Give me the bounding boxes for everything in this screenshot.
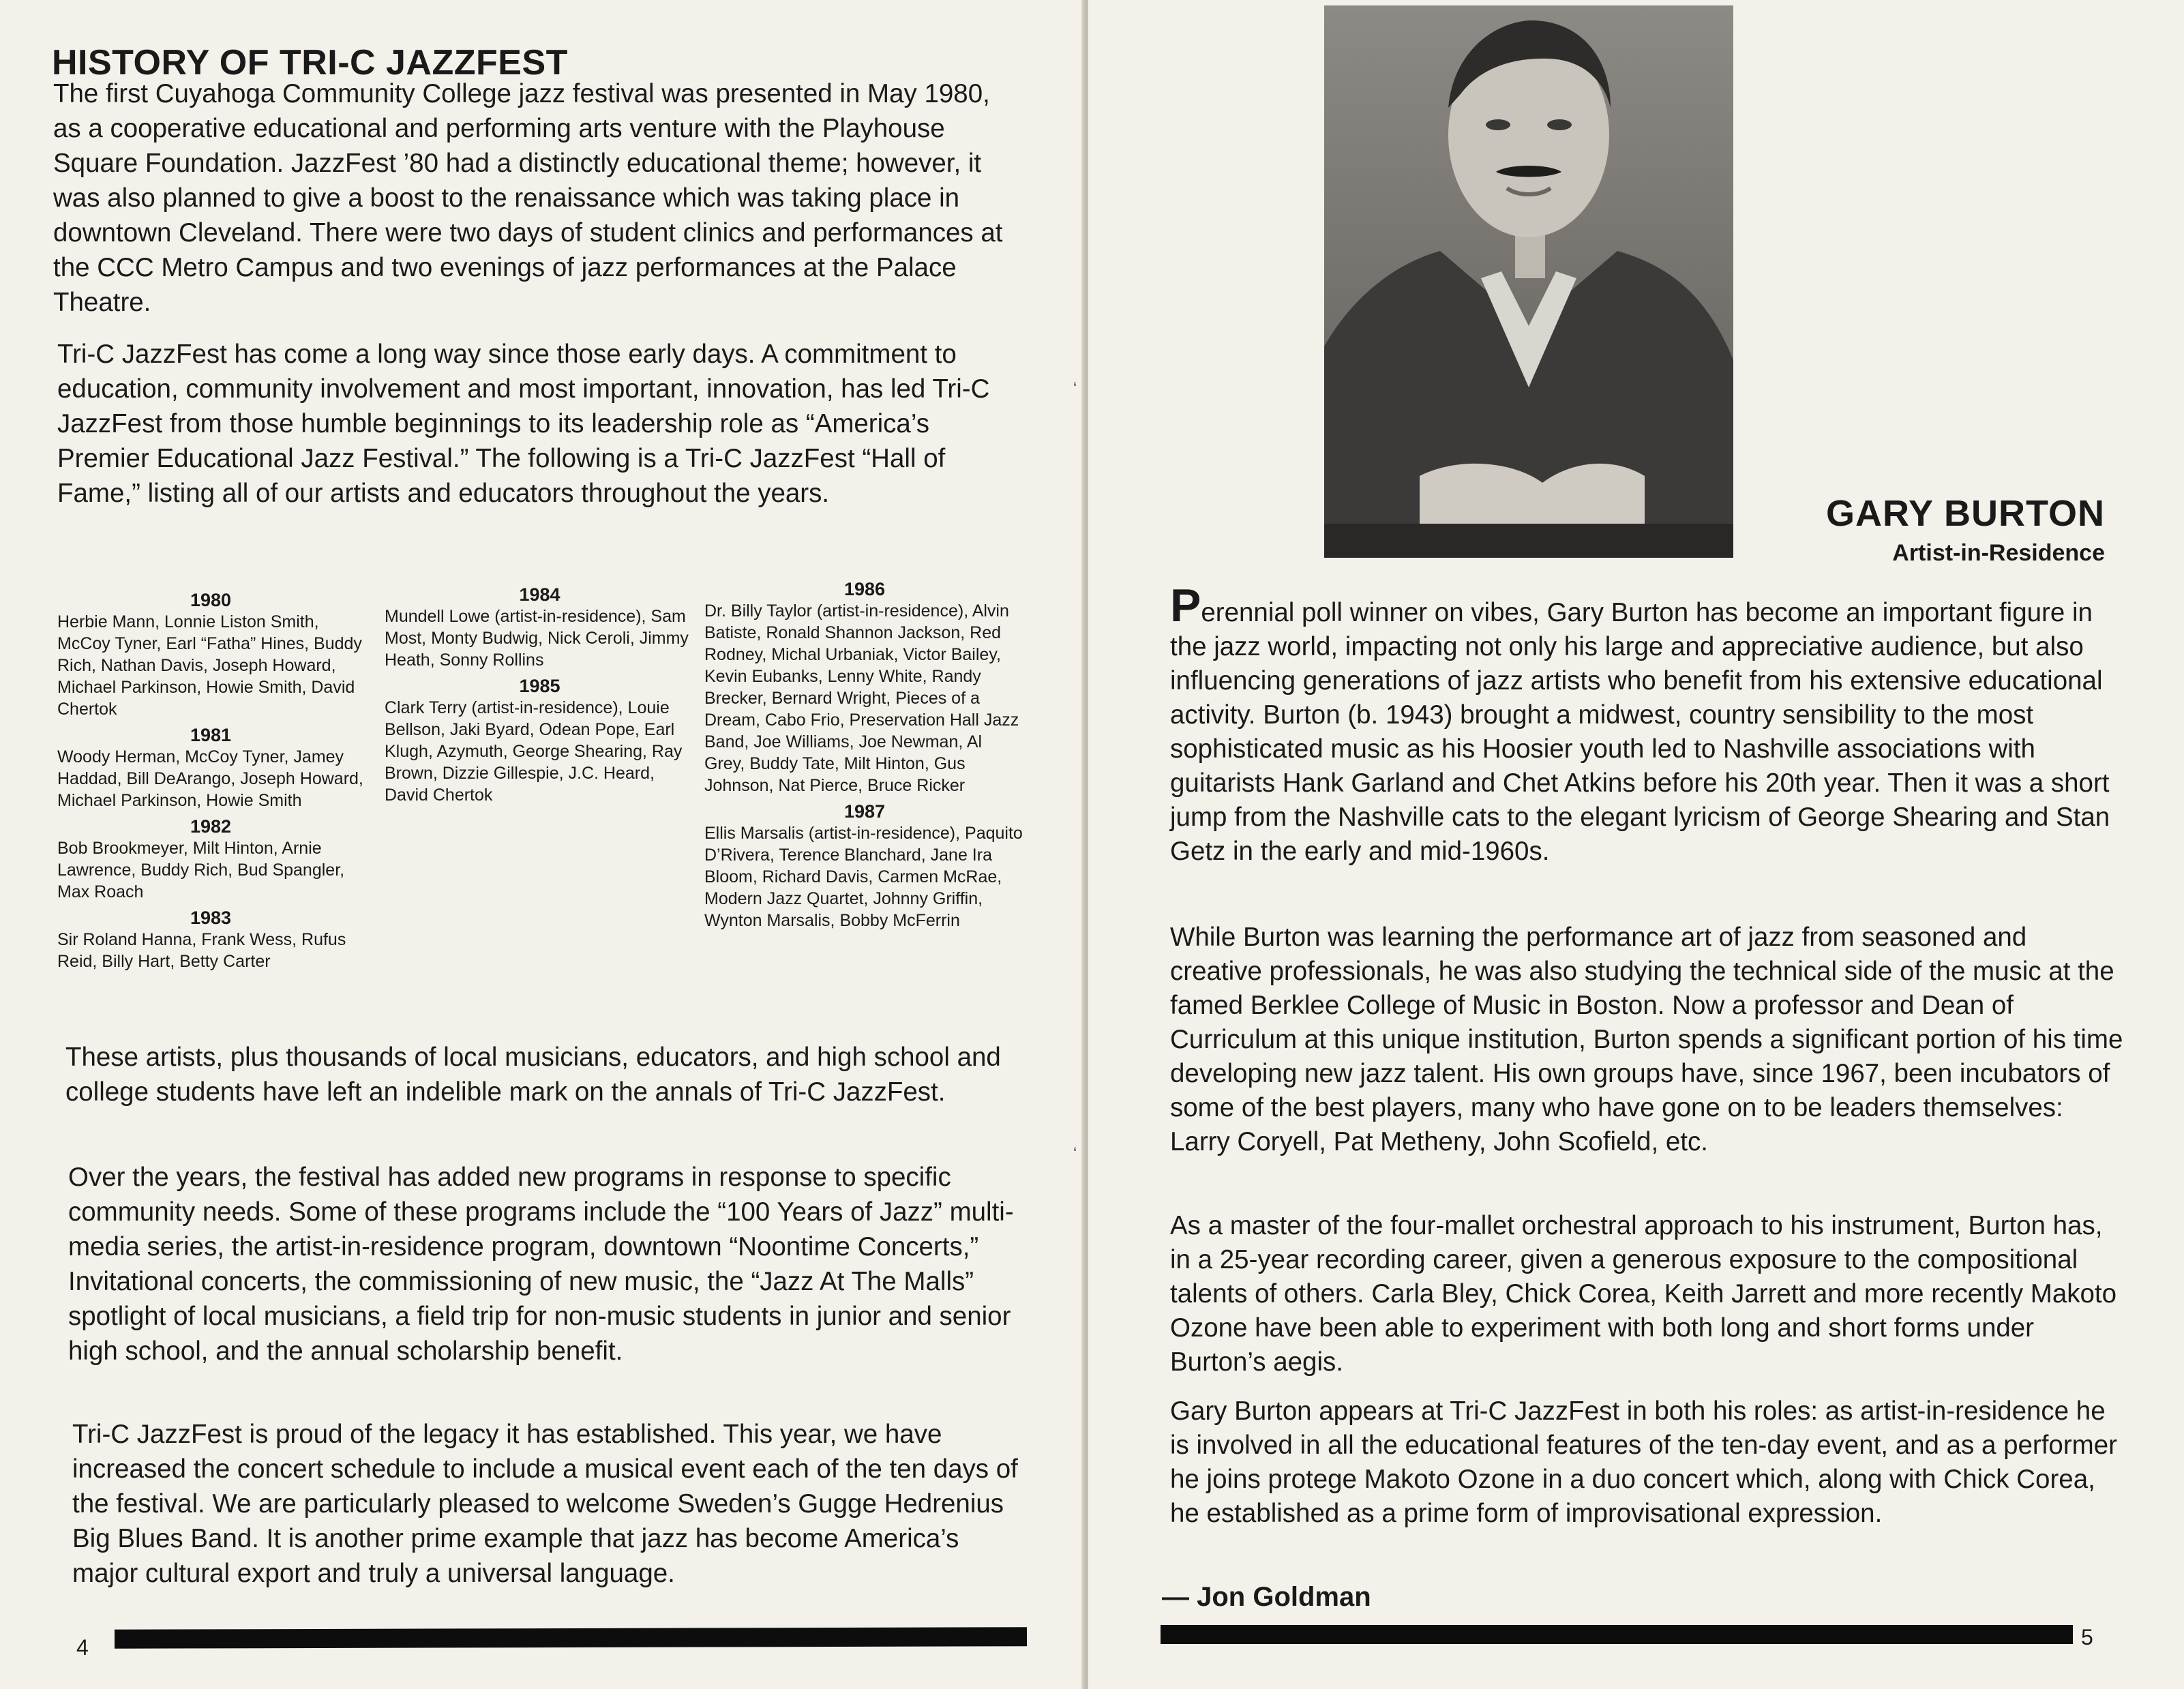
- hall-of-fame-column-3: [704, 574, 1025, 931]
- bio-paragraph-2: While Burton was learning the performance art of jazz from seasoned and creative professionals, he was also studying the technical side of the music at the famed Berklee College of Music in Boston. Now a professor and Dean of Curriculum at this unique institution, Burton spends a significant portion of his time developing new jazz talent. His own groups have, since 1967, been incubators of some of the best players, many who have gone on to be leaders themselves: Larry Coryell, Pat Metheny, John Scofield, etc.: [1170, 923, 2123, 1156]
- hof-names-1987: Ellis Marsalis (artist-in-residence), Paquito D’Rivera, Terence Blanchard, Jane Ira Bloom, Richard Davis, Carmen McRae, Modern Jazz Quartet, Johnny Griffin, Wynton Marsalis, Bobby McFerrin: [704, 824, 1023, 930]
- hof-year-1986: 1986: [843, 579, 886, 599]
- hof-year-1984: 1984: [519, 584, 560, 605]
- left-page: [0, 0, 1084, 1689]
- footer-rule-left: [115, 1627, 1027, 1649]
- hof-names-1984: Mundell Lowe (artist-in-residence), Sam Most, Monty Budwig, Nick Ceroli, Jimmy Heath, Sonny Rollins: [385, 607, 689, 670]
- history-programs-paragraph: Over the years, the festival has added new programs in response to specific community needs. Some of these programs include the “100 Years of Jazz” multi-media series, the artist-in-residence program, downtown “Noontime Concerts,” Invitational concerts, the commissioning of new music, the “Jazz At The Malls” spotlight of local musicians, a field trip for non-music students in junior and senior high school, and the annual scholarship benefit.: [68, 1163, 1014, 1366]
- author-byline: — Jon Goldman: [1162, 1582, 1371, 1612]
- hof-year-1983: 1983: [190, 908, 232, 928]
- hof-year-1987: 1987: [843, 801, 886, 822]
- history-artists-paragraph: These artists, plus thousands of local musicians, educators, and high school and college students have left an indelible mark on the annals of Tri-C JazzFest.: [65, 1043, 1001, 1107]
- hof-year-1982: 1982: [190, 816, 232, 837]
- hof-year-1985: 1985: [519, 676, 560, 696]
- page-number-left: 4: [76, 1635, 89, 1660]
- hof-names-1981: Woody Herman, McCoy Tyner, Jamey Haddad, Bill DeArango, Joseph Howard, Michael Parkinson, Howie Smith: [57, 747, 363, 810]
- history-title: HISTORY OF TRI-C JAZZFEST: [52, 43, 568, 83]
- history-intro-paragraph: The first Cuyahoga Community College jazz festival was presented in May 1980, as a cooperative educational and performing arts venture with the Playhouse Square Foundation. JazzFest ’80 had a distinctly educational theme; however, it was also planned to give a boost to the renaissance which was taking place in downtown Cleveland. There were two days of student clinics and performances at the CCC Metro Campus and two evenings of jazz performances at the Palace Theatre.: [53, 79, 1003, 317]
- artist-role: Artist-in-Residence: [1892, 540, 2105, 566]
- footer-rule-right: [1161, 1625, 2073, 1644]
- drop-cap: P: [1170, 580, 1201, 631]
- history-commitment-paragraph: Tri-C JazzFest has come a long way since those early days. A commitment to education, community involvement and most important, innovation, has led Tri-C JazzFest from those humble beginnings to its leadership role as “America’s Premier Educational Jazz Festival.” The following is a Tri-C JazzFest “Hall of Fame,” listing all of our artists and educators throughout the years.: [57, 340, 990, 508]
- bio-paragraph-1-text: erennial poll winner on vibes, Gary Burton has become an important figure in the jazz world, impacting not only his large and appreciative audience, but also influencing generations of jazz artists who benefit from his extensive educational activity. Burton (b. 1943) brought a midwest, country sensibility to the most sophisticated music as his Hoosier youth led to Nashville associations with guitarists Hank Garland and Chet Atkins before his 20th year. Then it was a short jump from the Nashville cats to the elegant lyricism of George Shearing and Stan Getz in the early and mid-1960s.: [1170, 598, 2110, 866]
- portrait-photo: [1324, 5, 1733, 558]
- hof-names-1985: Clark Terry (artist-in-residence), Louie Bellson, Jaki Byard, Odean Pope, Earl Klugh, Azymuth, George Shearing, Ray Brown, Dizzie Gillespie, J.C. Heard, David Chertok: [385, 698, 683, 805]
- bio-paragraph-3: As a master of the four-mallet orchestral approach to his instrument, Burton has, in a 25-year recording career, given a generous exposure to the compositional talents of others. Carla Bley, Chick Corea, Keith Jarrett and more recently Makoto Ozone have been able to experiment with both long and short forms under Burton’s aegis.: [1170, 1211, 2117, 1377]
- bio-paragraph-1: [1170, 580, 2125, 869]
- binding-staple-mark: ‘: [1073, 1144, 1077, 1163]
- page-number-right: 5: [2081, 1625, 2093, 1649]
- history-legacy-paragraph: Tri-C JazzFest is proud of the legacy it has established. This year, we have increased the concert schedule to include a musical event each of the ten days of the festival. We are particularly pleased to welcome Sweden’s Gugge Hedrenius Big Blues Band. It is another prime example that jazz has become America’s major cultural export and truly a universal language.: [72, 1420, 1018, 1588]
- bio-paragraph-4: Gary Burton appears at Tri-C JazzFest in both his roles: as artist-in-residence he is involved in all the educational features of the ten-day event, and as a performer he joins protege Makoto Ozone in a duo concert which, along with Chick Corea, he established as a prime form of improvisational expression.: [1170, 1396, 2117, 1528]
- binding-staple-mark: ‘: [1073, 379, 1077, 398]
- hall-of-fame-column-1: [57, 585, 364, 972]
- hof-names-1983: Sir Roland Hanna, Frank Wess, Rufus Reid, Billy Hart, Betty Carter: [57, 930, 346, 971]
- hof-names-1980: Herbie Mann, Lonnie Liston Smith, McCoy Tyner, Earl “Fatha” Hines, Buddy Rich, Nathan Davis, Joseph Howard, Michael Parkinson, Howie Smith, David Chertok: [57, 612, 362, 719]
- artist-name: GARY BURTON: [1825, 493, 2105, 534]
- hof-names-1986: Dr. Billy Taylor (artist-in-residence), Alvin Batiste, Ronald Shannon Jackson, Red Rodney, Michal Urbaniak, Victor Bailey, Kevin Eubanks, Lenny White, Randy Brecker, Bernard Wright, Pieces of a Dream, Cabo Frio, Preservation Hall Jazz Band, Joe Williams, Joe Newman, Al Grey, Buddy Tate, Milt Hinton, Gus Johnson, Nat Pierce, Bruce Ricker: [704, 601, 1019, 795]
- hof-year-1980: 1980: [190, 590, 232, 610]
- hof-names-1982: Bob Brookmeyer, Milt Hinton, Arnie Lawrence, Buddy Rich, Bud Spangler, Max Roach: [57, 839, 345, 901]
- hall-of-fame-column-2: [385, 580, 695, 806]
- hof-year-1981: 1981: [190, 725, 232, 745]
